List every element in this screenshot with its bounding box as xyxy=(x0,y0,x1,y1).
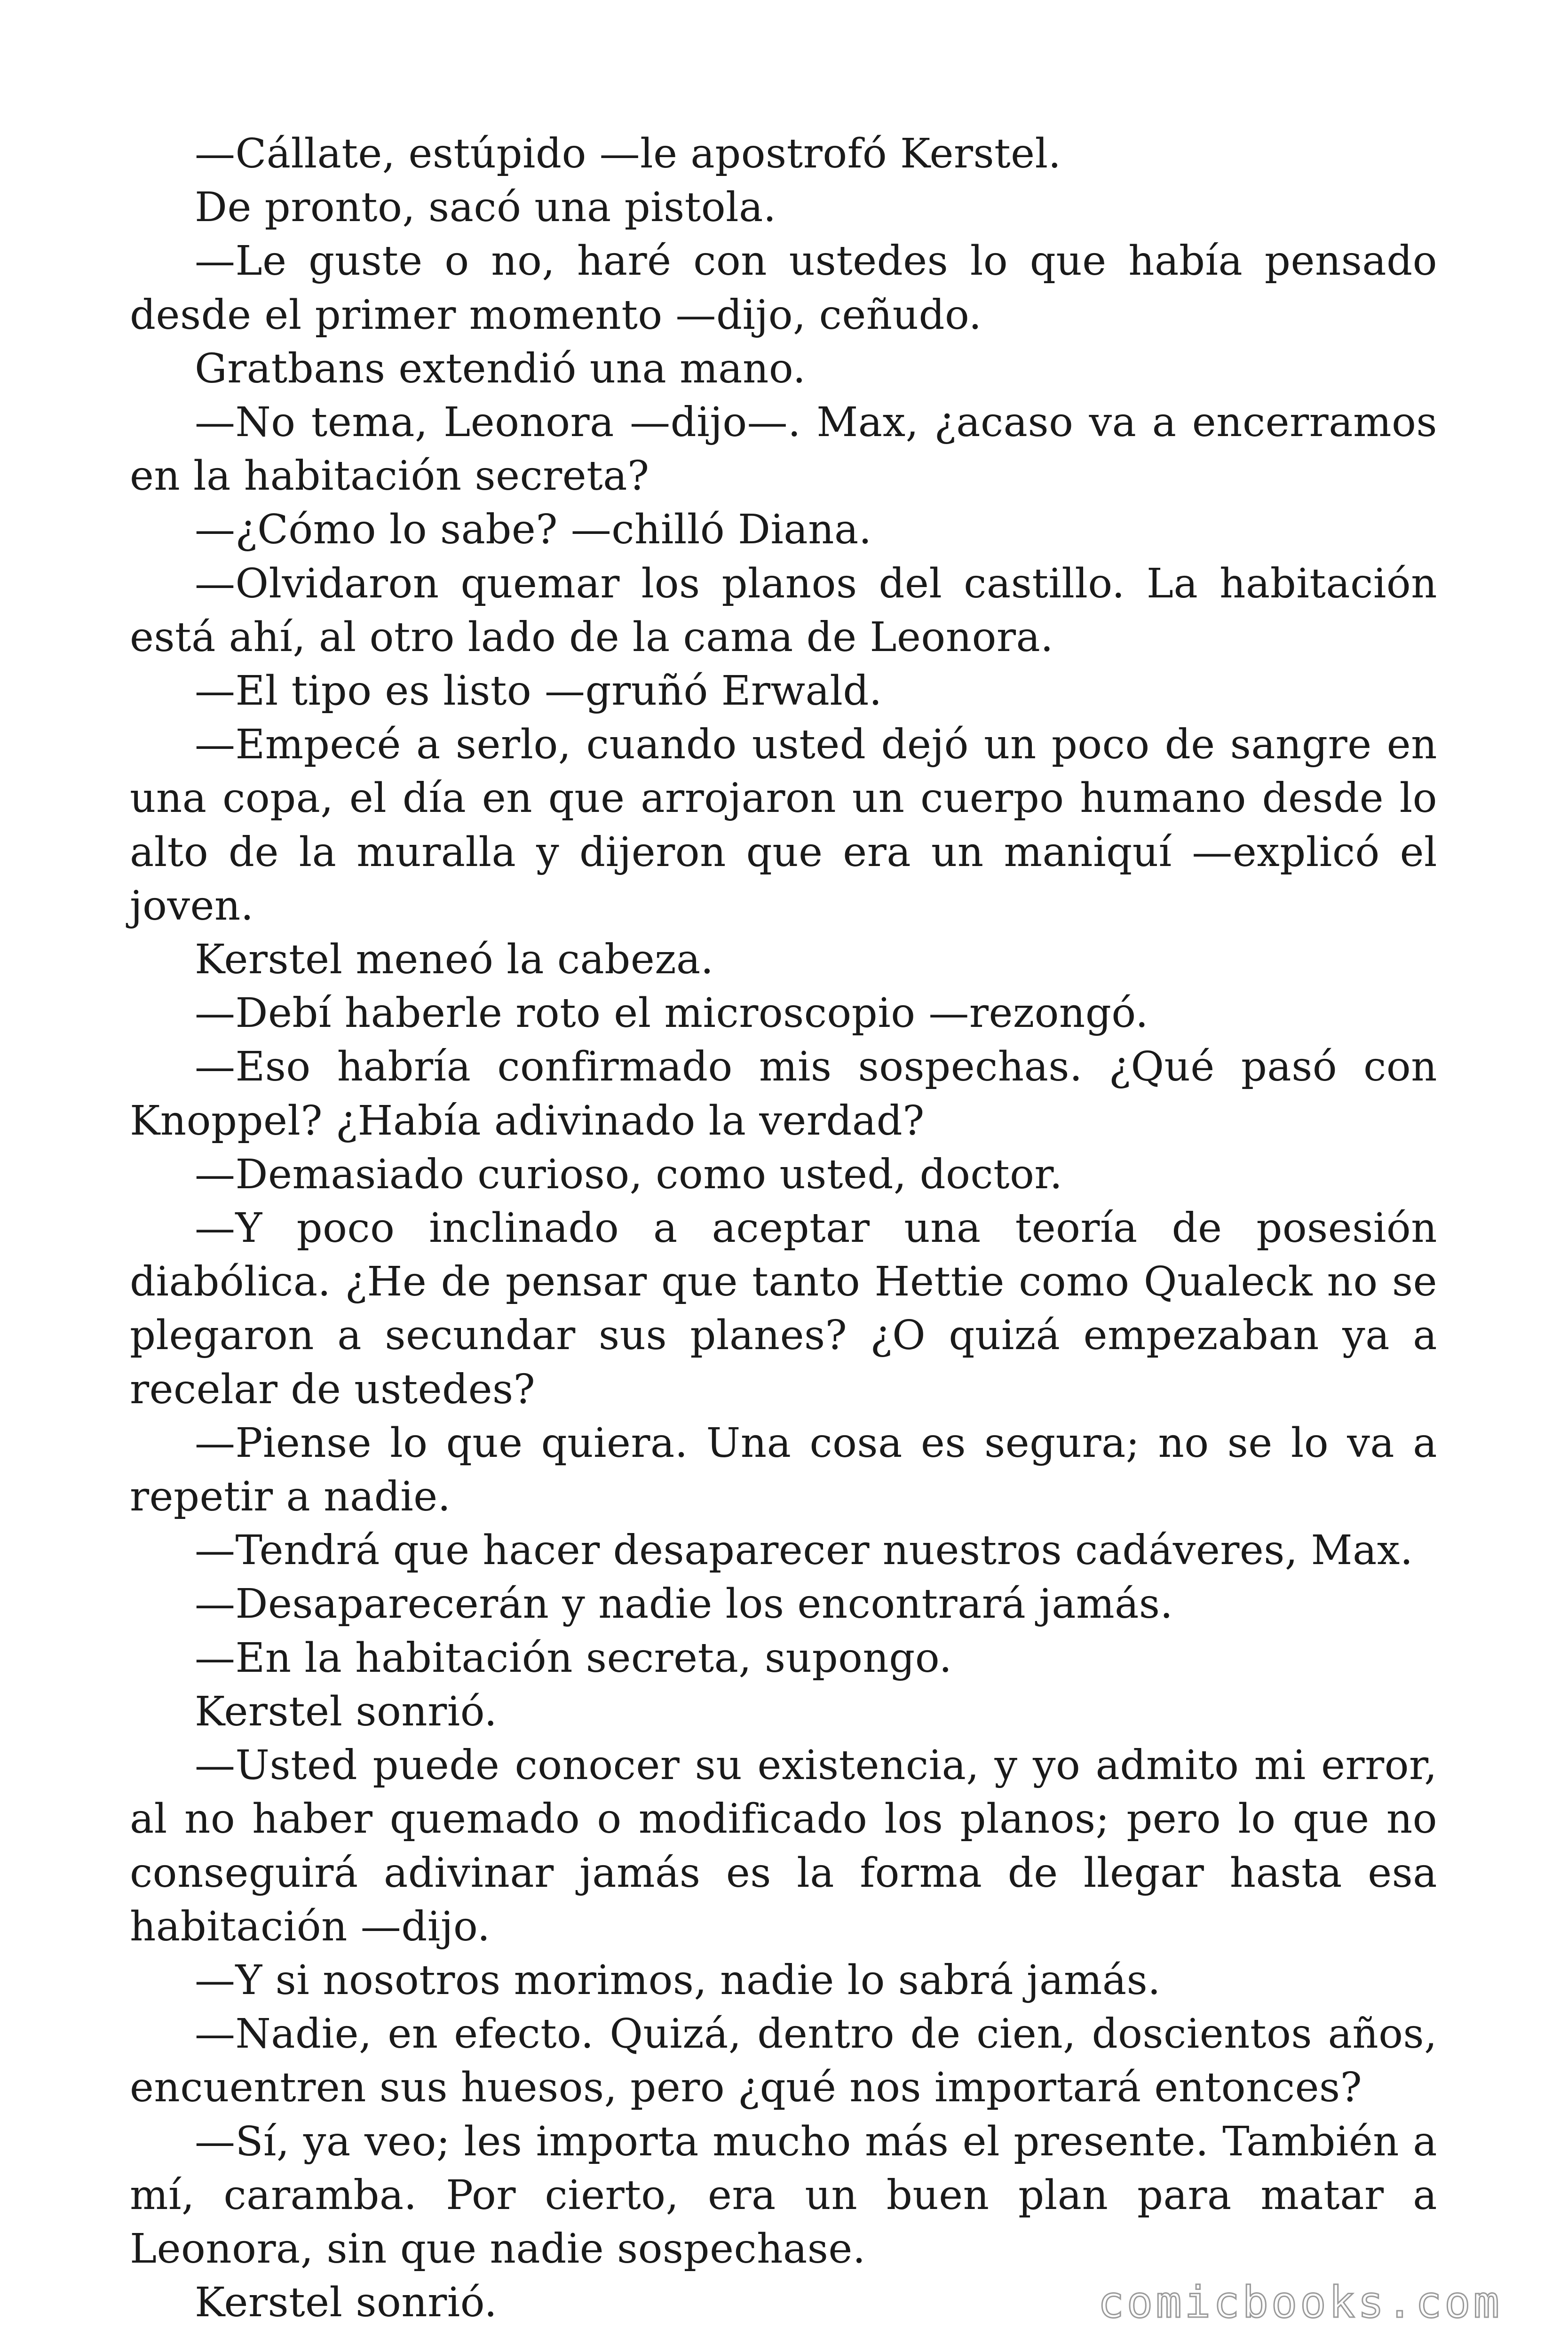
paragraph: Kerstel sonrió. xyxy=(195,1688,498,1735)
paragraph: —Cállate, estúpido —le apostrofó Kerstel. xyxy=(195,130,1061,177)
paragraph: —Demasiado curioso, como usted, doctor. xyxy=(195,1151,1063,1198)
paragraph: —Debí haberle roto el microscopio —rezongó. xyxy=(195,990,1148,1037)
paragraph: —Y poco inclinado a aceptar una teoría de posesión diabólica. ¿He de pensar que tanto Hettie como Qualeck no se plegaron a secundar sus planes? ¿O quizá empezaban ya a recelar de ustedes? xyxy=(130,1205,1437,1413)
paragraph: Gratbans extendió una mano. xyxy=(195,345,806,392)
paragraph: —No tema, Leonora —dijo—. Max, ¿acaso va a encerramos en la habitación secreta? xyxy=(130,399,1437,500)
paragraph: Kerstel sonrió. xyxy=(195,2279,498,2327)
paragraph: —¿Cómo lo sabe? —chilló Diana. xyxy=(195,506,872,554)
body-text xyxy=(130,127,1437,2329)
paragraph: De pronto, sacó una pistola. xyxy=(195,184,776,231)
watermark: comicbooks.com xyxy=(1098,2277,1502,2328)
paragraph: Kerstel meneó la cabeza. xyxy=(195,936,714,984)
paragraph: —Desaparecerán y nadie los encontrará jamás. xyxy=(195,1581,1173,1628)
paragraph: —Nadie, en efecto. Quizá, dentro de cien, doscientos años, encuentren sus huesos, pero ¿qué nos importará entonces? xyxy=(130,2010,1437,2112)
paragraph: —Empecé a serlo, cuando usted dejó un poco de sangre en una copa, el día en que arrojaron un cuerpo humano desde lo alto de la muralla y dijeron que era un maniquí —explicó el joven. xyxy=(130,721,1437,930)
paragraph: —Piense lo que quiera. Una cosa es segura; no se lo va a repetir a nadie. xyxy=(130,1419,1437,1521)
paragraph: —Eso habría confirmado mis sospechas. ¿Qué pasó con Knoppel? ¿Había adivinado la verdad? xyxy=(130,1043,1437,1144)
paragraph: —En la habitación secreta, supongo. xyxy=(195,1634,952,1682)
paragraph: —Sí, ya veo; les importa mucho más el presente. También a mí, caramba. Por cierto, era un buen plan para matar a Leonora, sin que nadie sospechase. xyxy=(130,2118,1437,2273)
paragraph: —Tendrá que hacer desaparecer nuestros cadáveres, Max. xyxy=(195,1527,1413,1574)
paragraph: —Y si nosotros morimos, nadie lo sabrá jamás. xyxy=(195,1956,1161,2004)
paragraph: —Le guste o no, haré con ustedes lo que había pensado desde el primer momento —dijo, ceñudo. xyxy=(130,238,1437,339)
paragraph: —Usted puede conocer su existencia, y yo admito mi error, al no haber quemado o modificado los planos; pero lo que no conseguirá adivinar jamás es la forma de llegar hasta esa habitación —dijo. xyxy=(130,1742,1437,1950)
paragraph: —Olvidaron quemar los planos del castillo. La habitación está ahí, al otro lado de la cama de Leonora. xyxy=(130,560,1437,661)
paragraph: —El tipo es listo —gruñó Erwald. xyxy=(195,667,882,715)
